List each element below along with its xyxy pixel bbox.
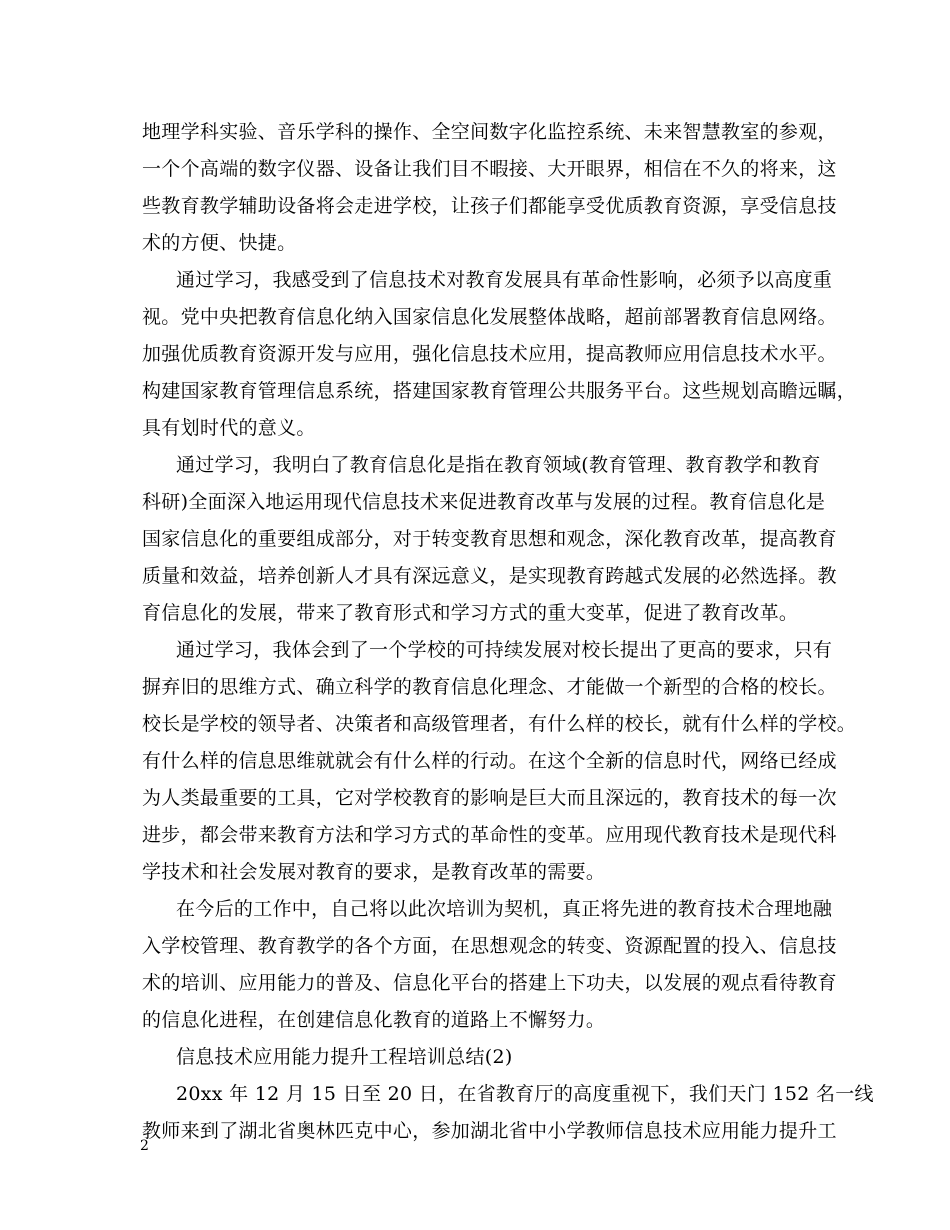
text-line: 入学校管理、教育教学的各个方面，在思想观念的转变、资源配置的投入、信息技 xyxy=(142,935,837,957)
text-line: 科研)全面深入地运用现代信息技术来促进教育改革与发展的过程。教育信息化是 xyxy=(142,491,826,513)
text-line: 校长是学校的领导者、决策者和高级管理者，有什么样的校长，就有什么样的学校。 xyxy=(142,713,857,735)
text-line: 学技术和社会发展对教育的要求，是教育改革的需要。 xyxy=(142,861,606,883)
text-line: 具有划时代的意义。 xyxy=(142,417,316,439)
text-line: 术的方便、快捷。 xyxy=(142,232,297,254)
text-line: 的信息化进程，在创建信息化教育的道路上不懈努力。 xyxy=(142,1009,606,1031)
text-line: 育信息化的发展，带来了教育形式和学习方式的重大变革，促进了教育改革。 xyxy=(142,602,799,624)
text-line: 地理学科实验、音乐学科的操作、全空间数字化监控系统、未来智慧教室的参观， xyxy=(142,121,837,143)
page-number: 2 xyxy=(140,1138,149,1154)
text-line: 术的培训、应用能力的普及、信息化平台的搭建上下功夫，以发展的观点看待教育 xyxy=(142,972,837,994)
text-line: 为人类最重要的工具，它对学校教育的影响是巨大而且深远的，教育技术的每一次 xyxy=(142,787,837,809)
text-line: 质量和效益，培养创新人才具有深远意义，是实现教育跨越式发展的必然选择。教 xyxy=(142,565,837,587)
text-line: 国家信息化的重要组成部分，对于转变教育思想和观念，深化教育改革，提高教育 xyxy=(142,528,837,550)
paragraph-first-line: 在今后的工作中，自己将以此次培训为契机，真正将先进的教育技术合理地融 xyxy=(176,898,833,920)
text-line: 教师来到了湖北省奥林匹克中心，参加湖北省中小学教师信息技术应用能力提升工 xyxy=(142,1120,837,1142)
text-line: 有什么样的信息思维就就会有什么样的行动。在这个全新的信息时代，网络已经成 xyxy=(142,750,837,772)
paragraph-first-line: 20xx 年 12 月 15 日至 20 日，在省教育厅的高度重视下，我们天门 152 名一线 xyxy=(176,1083,874,1105)
text-line: 些教育教学辅助设备将会走进学校，让孩子们都能享受优质教育资源，享受信息技 xyxy=(142,195,837,217)
text-line: 摒弃旧的思维方式、确立科学的教育信息化理念、才能做一个新型的合格的校长。 xyxy=(142,676,837,698)
section-heading: 信息技术应用能力提升工程培训总结(2) xyxy=(176,1046,513,1068)
text-line: 加强优质教育资源开发与应用，强化信息技术应用，提高教师应用信息技术水平。 xyxy=(142,343,837,365)
text-line: 进步，都会带来教育方法和学习方式的革命性的变革。应用现代教育技术是现代科 xyxy=(142,824,837,846)
paragraph-first-line: 通过学习，我体会到了一个学校的可持续发展对校长提出了更高的要求，只有 xyxy=(176,639,833,661)
text-line: 一个个高端的数字仪器、设备让我们目不暇接、大开眼界，相信在不久的将来，这 xyxy=(142,158,837,180)
paragraph-first-line: 通过学习，我明白了教育信息化是指在教育领域(教育管理、教育教学和教育 xyxy=(176,454,821,476)
paragraph-first-line: 通过学习，我感受到了信息技术对教育发展具有革命性影响，必须予以高度重 xyxy=(176,269,833,291)
text-line: 构建国家教育管理信息系统，搭建国家教育管理公共服务平台。这些规划高瞻远瞩， xyxy=(142,380,857,402)
text-line: 视。党中央把教育信息化纳入国家信息化发展整体战略，超前部署教育信息网络。 xyxy=(142,306,837,328)
